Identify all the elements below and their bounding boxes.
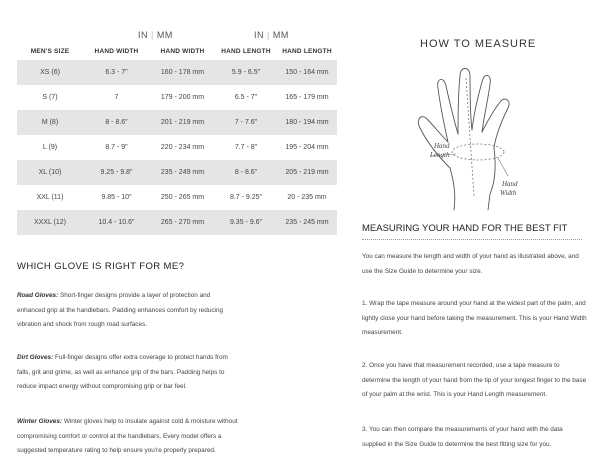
cell-width-in: 8.7 - 9" (105, 144, 128, 151)
table-row (17, 135, 337, 160)
hand-measure-illustration (378, 64, 578, 212)
road-gloves-lead: Road Gloves: (17, 292, 59, 299)
length-unit-separator: | (267, 30, 270, 40)
cell-length-mm: 180 - 194 mm (277, 110, 337, 135)
cell-width-mm: 160 - 178 mm (150, 60, 215, 85)
cell-length-mm: 195 - 204 mm (285, 144, 329, 151)
winter-gloves-lead: Winter Gloves: (17, 418, 63, 425)
width-unit-in: IN (138, 30, 148, 40)
cell-width-mm: 201 - 219 mm (150, 110, 215, 135)
length-unit-in: IN (254, 30, 264, 40)
winter-gloves-paragraph (17, 415, 242, 459)
cell-size: XXL (11) (36, 194, 64, 201)
width-unit-separator: | (151, 30, 154, 40)
road-gloves-paragraph (17, 289, 239, 333)
cell-width-mm: 220 - 234 mm (160, 144, 205, 151)
winter-gloves-text: Winter gloves help to insulate against cold & moisture without compromising comfort or control at the handlebars. Every model offers a suggested temperature rating to help ensure you're properly prepared. (17, 418, 238, 454)
cell-length-in: 6.5 - 7" (234, 94, 258, 101)
table-row (17, 185, 337, 210)
cell-width-mm: 250 - 265 mm (160, 194, 205, 201)
dirt-gloves-paragraph (17, 351, 239, 395)
hand-length-label-2: Length (430, 151, 450, 159)
header-hand-width-mm: HAND WIDTH (160, 47, 205, 55)
hand-width-label-2: Width (500, 189, 517, 197)
width-unit-header (138, 30, 173, 40)
section-divider (362, 239, 582, 240)
size-guide-table (17, 42, 337, 235)
cell-length-in: 9.35 - 9.6" (215, 210, 277, 235)
dirt-gloves-lead: Dirt Gloves: (17, 354, 54, 361)
width-unit-mm: MM (156, 30, 173, 40)
length-unit-header (254, 30, 289, 40)
cell-width-mm: 265 - 270 mm (150, 210, 215, 235)
table-row (17, 85, 337, 110)
size-table-header-row (17, 42, 337, 60)
cell-length-in: 8.7 - 9.25" (229, 194, 263, 201)
measuring-step-3: 3. You can then compare the measurements of your hand with the data supplied in the Size Guide to determine the best fitting size for you. (362, 426, 563, 448)
cell-width-in: 9.25 - 9.8" (83, 160, 150, 185)
measuring-hand-title: MEASURING YOUR HAND FOR THE BEST FIT (362, 223, 568, 234)
cell-width-mm: 235 - 249 mm (150, 160, 215, 185)
header-hand-length-in: HAND LENGTH (221, 47, 271, 55)
measuring-step-1: 1. Wrap the tape measure around your hand at the widest part of the palm, and lightly close your hand before taking the measurement. This is your Hand Width measurement. (362, 300, 587, 336)
cell-length-in: 7 - 7.6" (215, 110, 277, 135)
table-row (17, 110, 337, 135)
hand-width-label-1: Hand (502, 180, 518, 188)
cell-length-mm: 165 - 179 mm (285, 94, 329, 101)
table-row (17, 160, 337, 185)
header-hand-width-in: HAND WIDTH (94, 47, 139, 55)
cell-width-in: 6.3 - 7" (83, 60, 150, 85)
cell-width-in: 9.85 - 10" (101, 194, 132, 201)
header-hand-length-mm: HAND LENGTH (282, 47, 332, 55)
cell-width-in: 8 - 8.6" (83, 110, 150, 135)
header-mens-size: MEN'S SIZE (30, 47, 70, 55)
table-row (17, 60, 337, 85)
road-gloves-text: Short-finger designs provide a layer of protection and enhanced grip at the handlebars. Padding enhances comfort by reducing vibration and shock from rough road surfaces. (17, 292, 224, 328)
cell-length-mm: 20 - 235 mm (287, 194, 327, 201)
cell-size: XL (10) (17, 160, 83, 185)
hand-length-label-1: Hand (434, 142, 450, 150)
cell-length-mm: 150 - 164 mm (277, 60, 337, 85)
cell-size: XS (6) (17, 60, 83, 85)
cell-width-in: 10.4 - 10.6" (83, 210, 150, 235)
cell-length-in: 7.7 - 8" (234, 144, 258, 151)
cell-length-mm: 205 - 219 mm (277, 160, 337, 185)
cell-size: L (9) (42, 144, 58, 151)
measuring-step-2: 2. Once you have that measurement recorded, use a tape measure to determine the length of your hand from the tip of your longest finger to the base of your palm at the wrist. This is your Hand Length measurement. (362, 362, 587, 398)
length-unit-mm: MM (272, 30, 289, 40)
cell-size: S (7) (42, 94, 58, 101)
cell-length-in: 8 - 8.6" (215, 160, 277, 185)
glove-choice-title: WHICH GLOVE IS RIGHT FOR ME? (17, 261, 185, 272)
cell-width-in: 7 (114, 94, 119, 101)
cell-size: M (8) (17, 110, 83, 135)
cell-length-in: 5.9 - 6.5" (215, 60, 277, 85)
cell-width-mm: 179 - 200 mm (160, 94, 205, 101)
table-row (17, 210, 337, 235)
cell-length-mm: 235 - 245 mm (277, 210, 337, 235)
measuring-intro: You can measure the length and width of your hand as illustrated above, and use the Size Guide to determine your size. (362, 253, 579, 275)
dirt-gloves-text: Full-finger designs offer extra coverage to protect hands from falls, grit and grime, as well as enhance grip of the bars. Padding helps to reduce impact energy without compromising grip or bar feel. (17, 354, 228, 390)
how-to-measure-title: HOW TO MEASURE (420, 38, 537, 50)
cell-size: XXXL (12) (17, 210, 83, 235)
